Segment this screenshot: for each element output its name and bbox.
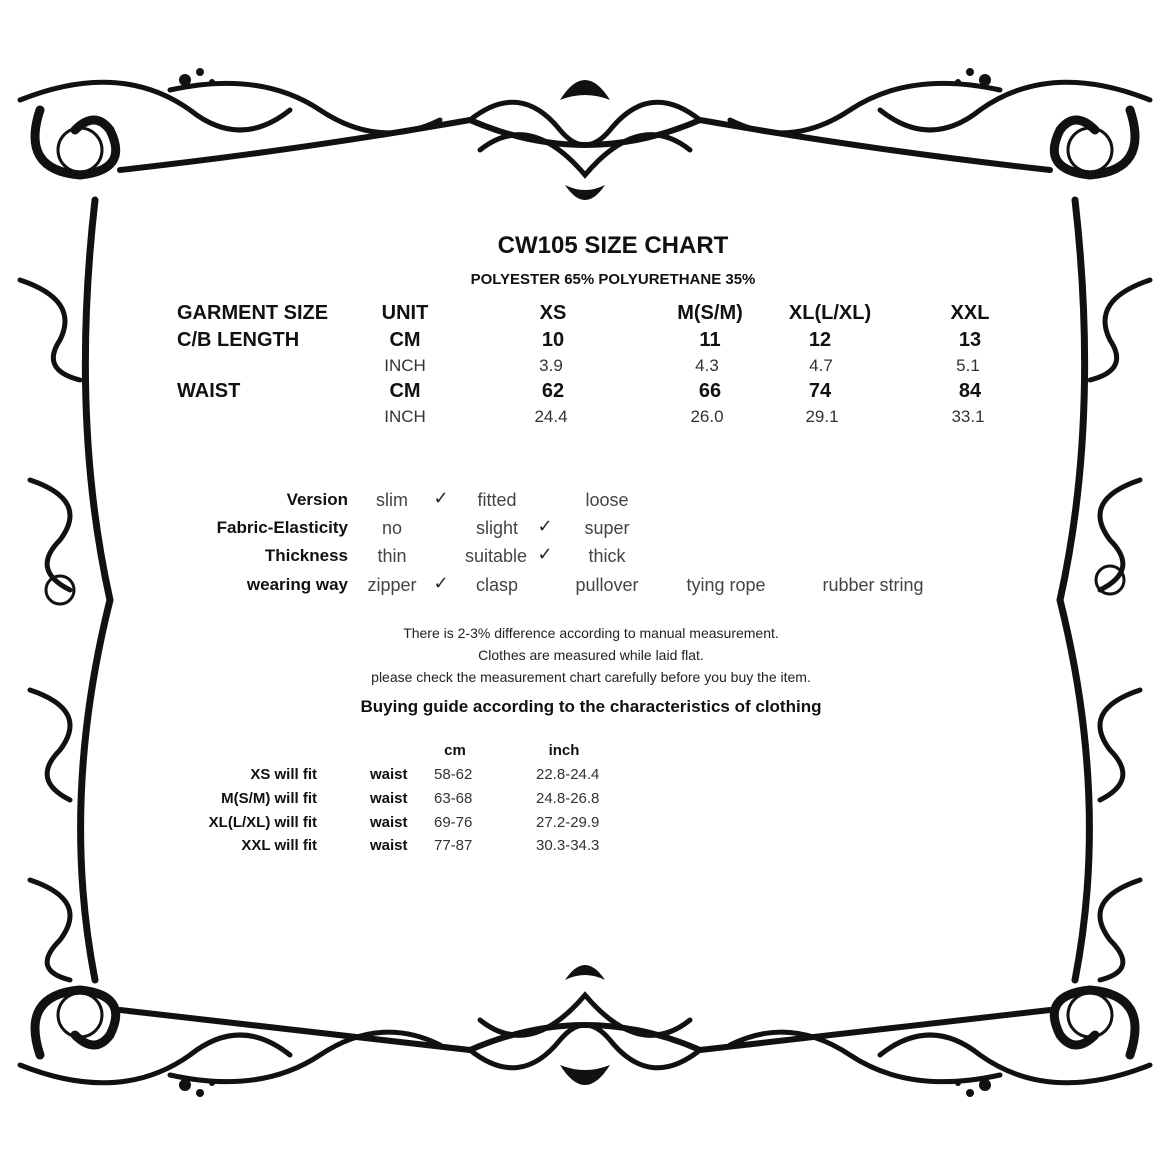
cell-value: 74 (808, 380, 832, 402)
option-zipper: zipper (367, 575, 417, 595)
cell-value: 26.0 (690, 407, 724, 426)
header-unit: UNIT (381, 302, 429, 324)
option-thin: thin (377, 546, 407, 566)
property-label-thickness: Thickness (264, 546, 348, 565)
checkmark-icon: ✓ (537, 516, 553, 536)
property-label-fabric-elasticity: Fabric-Elasticity (216, 518, 348, 537)
cell-value: 12 (808, 329, 832, 351)
header-size-xl: XL(L/XL) (788, 302, 872, 324)
unit-cm: CM (389, 380, 421, 402)
unit-inch: INCH (384, 407, 426, 426)
cell-value: 3.9 (539, 356, 563, 375)
option-no: no (381, 518, 403, 538)
header-garment-size: GARMENT SIZE (177, 302, 329, 324)
cell-value: 29.1 (805, 407, 839, 426)
guide-header-inch: inch (548, 742, 580, 759)
unit-cm: CM (389, 329, 421, 351)
guide-row-inch: 24.8-26.8 (536, 790, 600, 807)
row-label-waist: WAIST (177, 380, 241, 402)
unit-inch: INCH (384, 356, 426, 375)
checkmark-icon: ✓ (537, 544, 553, 564)
cell-value: 10 (541, 329, 565, 351)
guide-row-cm: 58-62 (434, 766, 473, 783)
property-label-wearing-way: wearing way (246, 575, 348, 594)
page-title: CW105 SIZE CHART (497, 232, 729, 259)
note-line: Clothes are measured while laid flat. (478, 647, 704, 663)
cell-value: 11 (699, 329, 721, 351)
option-loose: loose (585, 490, 629, 510)
guide-row-part: waist (370, 837, 408, 854)
row-label-cb-length: C/B LENGTH (177, 329, 300, 351)
option-slim: slim (376, 490, 408, 510)
guide-row-label: M(S/M) will fit (221, 790, 317, 807)
option-rubber-string: rubber string (822, 575, 924, 595)
option-fitted: fitted (477, 490, 517, 510)
guide-row-label: XL(L/XL) will fit (208, 814, 317, 831)
buying-guide-title: Buying guide according to the characteristics of clothing (360, 697, 822, 716)
guide-row-label: XXL will fit (241, 837, 317, 854)
cell-value: 62 (541, 380, 565, 402)
cell-value: 84 (958, 380, 982, 402)
cell-value: 5.1 (956, 356, 980, 375)
cell-value: 33.1 (951, 407, 985, 426)
guide-row-label: XS will fit (250, 766, 317, 783)
material-subtitle: POLYESTER 65% POLYURETHANE 35% (470, 271, 756, 288)
option-thick: thick (588, 546, 626, 566)
cell-value: 4.3 (695, 356, 719, 375)
guide-row-cm: 69-76 (434, 814, 473, 831)
cell-value: 66 (698, 380, 722, 402)
header-size-m: M(S/M) (677, 302, 743, 324)
guide-row-inch: 30.3-34.3 (536, 837, 600, 854)
guide-row-cm: 77-87 (434, 837, 473, 854)
note-line: There is 2-3% difference according to manual measurement. (403, 625, 779, 641)
guide-row-part: waist (370, 790, 408, 807)
header-size-xs: XS (539, 302, 567, 324)
option-slight: slight (475, 518, 519, 538)
option-tying-rope: tying rope (686, 575, 766, 595)
guide-row-part: waist (370, 766, 408, 783)
guide-row-part: waist (370, 814, 408, 831)
checkmark-icon: ✓ (433, 573, 449, 593)
guide-header-cm: cm (444, 742, 466, 759)
option-super: super (584, 518, 630, 538)
checkmark-icon: ✓ (433, 488, 449, 508)
header-size-xxl: XXL (950, 302, 990, 324)
property-label-version: Version (286, 490, 348, 509)
option-pullover: pullover (575, 575, 639, 595)
cell-value: 13 (958, 329, 982, 351)
note-line: please check the measurement chart carefully before you buy the item. (371, 669, 811, 685)
option-clasp: clasp (475, 575, 519, 595)
cell-value: 4.7 (809, 356, 833, 375)
cell-value: 24.4 (534, 407, 568, 426)
guide-row-cm: 63-68 (434, 790, 473, 807)
guide-row-inch: 22.8-24.4 (536, 766, 600, 783)
option-suitable: suitable (464, 546, 528, 566)
guide-row-inch: 27.2-29.9 (536, 814, 600, 831)
